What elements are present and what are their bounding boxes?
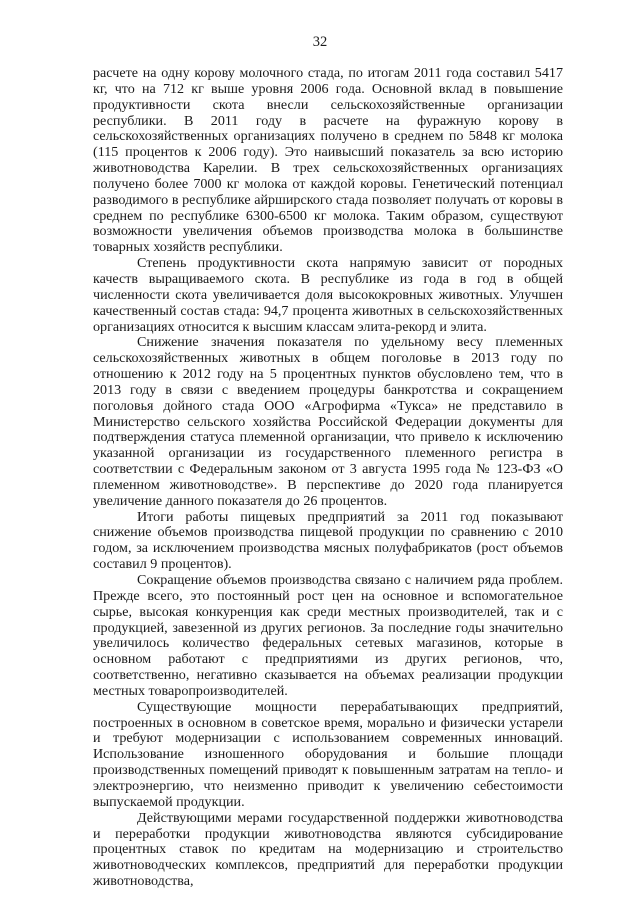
document-body	[93, 66, 563, 890]
page-number: 32	[312, 34, 328, 50]
paragraph-livestock-breeding: Степень продуктивности скота напрямую зависит от породных качеств выращиваемого скота. В республике из года в год в общей численности скота увеличивается доля высококровных животных. Улучшен качественный состав стада: 94,7 процента животных в сельскохозяйственных организациях относится к высшим классам элита-рекорд и элита.	[93, 255, 563, 335]
paragraph-pedigree-share: Снижение значения показателя по удельному весу племенных сельскохозяйственных животных в общем поголовье в 2013 году по отношению к 2012 году на 5 процентных пунктов обусловлено тем, что в 2013 году в связи с введением процедуры банкротства и сокращением поголовья дойного стада ООО «Агрофирма «Тукса» не представило в Министерство сельского хозяйства Российской Федерации документы для подтверждения статуса племенной организации, что привело к исключению указанной организации из государственного племенного регистра в соответствии с Федеральным законом от 3 августа 1995 года № 123-ФЗ «О племенном животноводстве». В перспективе до 2020 года планируется увеличение данного показателя до 26 процентов.	[93, 334, 563, 509]
paragraph-production-problems: Сокращение объемов производства связано с наличием ряда проблем. Прежде всего, это постоянный рост цен на основное и вспомогательное сырье, высокая конкуренция как среди местных производителей, так и с продукцией, завезенной из других регионов. За последние годы значительно увеличилось количество федеральных сетевых магазинов, которые в основном работают с предприятиями из других регионов, что, соответственно, негативно сказывается на объемах реализации продукции местных товаропроизводителей.	[93, 572, 563, 699]
paragraph-food-industry-results: Итоги работы пищевых предприятий за 2011 год показывают снижение объемов производства пищевой продукции по сравнению с 2010 годом, за исключением производства мясных полуфабрикатов (рост объемов составил 9 процентов).	[93, 508, 563, 573]
paragraph-milk-yield: расчете на одну корову молочного стада, по итогам 2011 года составил 5417 кг, что на 712 кг выше уровня 2006 года. Основной вклад в повышение продуктивности скота внесли сельскохозяйственные организации республики. В 2011 году в расчете на фуражную корову в сельскохозяйственных организациях получено в среднем по 5848 кг молока (115 процентов к 2006 году). Это наивысший показатель за всю историю животноводства Карелии. В трех сельскохозяйственных организациях получено более 7000 кг молока от каждой коровы. Генетический потенциал разводимого в республике айрширского стада позволяет получать от коровы в среднем по республике 6300-6500 кг молока. Таким образом, существуют возможности увеличения объемов производства молока в большинстве товарных хозяйств республики.	[93, 65, 563, 256]
paragraph-outdated-facilities: Существующие мощности перерабатывающих предприятий, построенных в основном в советское время, морально и физически устарели и требуют модернизации с использованием современных инноваций. Использование изношенного оборудования и большие площади производственных помещений приводят к повышенным затратам на тепло- и электроэнергию, что неизменно приводит к увеличению себестоимости выпускаемой продукции.	[93, 698, 563, 810]
paragraph-state-support: Действующими мерами государственной поддержки животноводства и переработки продукции животноводства являются субсидирование процентных ставок по кредитам на модернизацию и строительство животноводческих комплексов, предприятий для переработки продукции животноводства,	[93, 809, 563, 890]
